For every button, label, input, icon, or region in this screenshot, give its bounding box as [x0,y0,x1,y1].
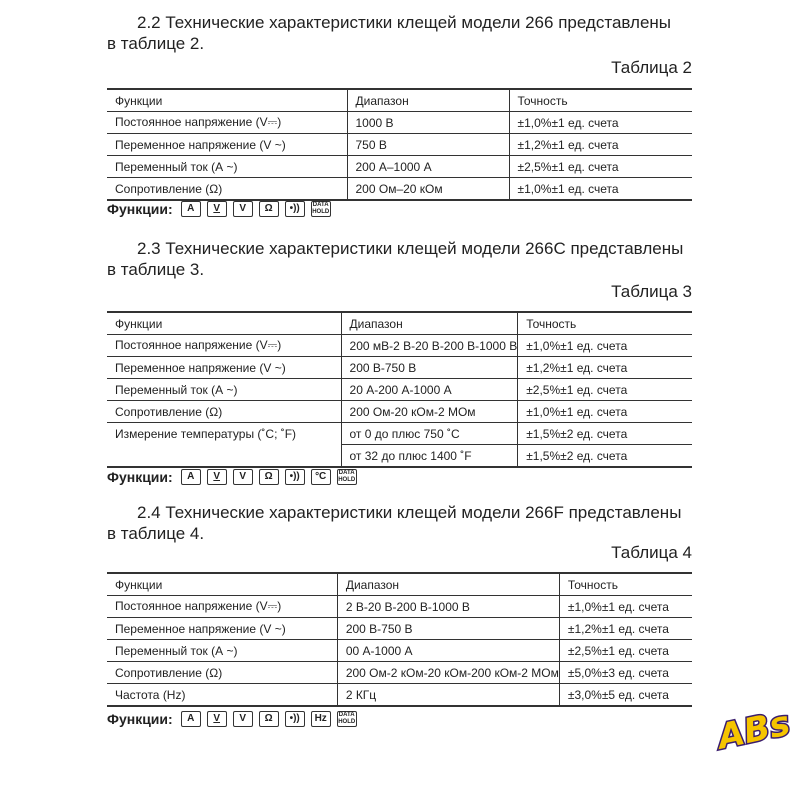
column-header: Функции [107,89,347,112]
table-cell: 2 КГц [337,684,559,707]
table-cell: 200 Ом-20 кОм-2 МОм [341,401,518,423]
table-cell: ±5,0%±3 ед. счета [559,662,692,684]
table-cell: Сопротивление (Ω) [107,401,341,423]
table-cell: Переменное напряжение (V ~) [107,134,347,156]
table-cell: ±1,2%±1 ед. счета [559,618,692,640]
column-header: Диапазон [341,312,518,335]
data-hold-icon: DATA HOLD [338,712,356,725]
table-cell: ±3,0%±5 ед. счета [559,684,692,707]
table-cell: ±1,2%±1 ед. счета [509,134,692,156]
table-cell: Сопротивление (Ω) [107,662,337,684]
table-cell: 200 Ом-2 кОм-20 кОм-200 кОм-2 МОм [337,662,559,684]
table-3 [107,311,692,468]
table-2 [107,88,692,201]
table-4-caption: Таблица 4 [611,543,692,562]
table-cell: Переменное напряжение (V ~) [107,357,341,379]
table-cell: 2 В-20 В-200 В-1000 В [337,596,559,618]
table-row [107,596,692,618]
table-cell: 200 мВ-2 В-20 В-200 В-1000 В [341,335,518,357]
table-cell: 200 В-750 В [337,618,559,640]
table-row [107,662,692,684]
table-row [107,401,692,423]
table-cell: Частота (Hz) [107,684,337,707]
data-hold-icon: DATA HOLD [312,202,330,215]
table-row [107,357,692,379]
table-cell: Постоянное напряжение (V⎓) [107,596,337,618]
table-header-row [107,89,692,112]
table-cell: ±1,0%±1 ед. счета [518,401,692,423]
ammeter-ac-icon: A [181,469,201,485]
functions-row-2 [107,201,331,217]
column-header: Точность [559,573,692,596]
table-cell: ±1,0%±1 ед. счета [509,112,692,134]
voltmeter-dc-icon: V [207,711,227,727]
section-2-3-heading: 2.3 Технические характеристики клещей модели 266С представлены в таблице 3. [107,239,684,279]
table-cell: от 0 до плюс 750 ˚С [341,423,518,445]
table-cell: 1000 В [347,112,509,134]
table-row [107,178,692,201]
table-cell: Постоянное напряжение (V⎓) [107,335,341,357]
table-row [107,335,692,357]
table-3-caption: Таблица 3 [611,282,692,301]
table-row [107,134,692,156]
table-cell: 200 А–1000 А [347,156,509,178]
ammeter-ac-icon: A [181,201,201,217]
table-cell: Переменный ток (А ~) [107,379,341,401]
table-row [107,156,692,178]
table-cell: 20 А-200 А-1000 А [341,379,518,401]
voltmeter-ac-icon: V [233,201,253,217]
table-cell: Измерение температуры (˚С; ˚F) [107,423,341,468]
voltmeter-dc-icon: V [207,201,227,217]
table-cell: ±1,0%±1 ед. счета [509,178,692,201]
table-cell: 750 В [347,134,509,156]
column-header: Функции [107,312,341,335]
ohm-icon: Ω [259,711,279,727]
ohm-icon: Ω [259,469,279,485]
continuity-beep-icon: •)) [285,201,305,217]
ammeter-ac-icon: A [181,711,201,727]
data-hold-icon: DATA HOLD [338,470,356,483]
table-cell: 200 В-750 В [341,357,518,379]
table-cell: ±1,5%±2 ед. счета [518,445,692,468]
functions-row-4 [107,711,357,727]
continuity-beep-icon: •)) [285,469,305,485]
table-row [107,423,692,445]
table-row [107,379,692,401]
table-2-caption: Таблица 2 [611,58,692,77]
table-cell: ±2,5%±1 ед. счета [509,156,692,178]
section-2-2-heading: 2.2 Технические характеристики клещей модели 266 представлены в таблице 2. [107,13,672,53]
table-cell: ±1,5%±2 ед. счета [518,423,692,445]
table-4 [107,572,692,707]
table-header-row [107,573,692,596]
voltmeter-ac-icon: V [233,469,253,485]
table-cell: Переменное напряжение (V ~) [107,618,337,640]
functions-label: Функции: [107,711,173,727]
column-header: Точность [509,89,692,112]
section-2-4-heading: 2.4 Технические характеристики клещей модели 266F представлены в таблице 4. [107,503,682,543]
voltmeter-dc-icon: V [207,469,227,485]
logo-text: ABs [714,703,794,758]
column-header: Функции [107,573,337,596]
table-cell: ±1,2%±1 ед. счета [518,357,692,379]
table-cell: Постоянное напряжение (V⎓) [107,112,347,134]
table-cell: ±2,5%±1 ед. счета [559,640,692,662]
column-header: Диапазон [337,573,559,596]
table-row [107,640,692,662]
table-cell: 200 Ом–20 кОм [347,178,509,201]
abs-logo [711,693,794,763]
table-row [107,684,692,707]
voltmeter-ac-icon: V [233,711,253,727]
table-cell: 00 А-1000 А [337,640,559,662]
table-header-row [107,312,692,335]
column-header: Диапазон [347,89,509,112]
table-cell: от 32 до плюс 1400 ˚F [341,445,518,468]
continuity-beep-icon: •)) [285,711,305,727]
table-row [107,112,692,134]
functions-label: Функции: [107,201,173,217]
ohm-icon: Ω [259,201,279,217]
table-cell: ±1,0%±1 ед. счета [559,596,692,618]
frequency-icon: Hz [311,711,331,727]
table-cell: ±2,5%±1 ед. счета [518,379,692,401]
column-header: Точность [518,312,692,335]
functions-row-3 [107,469,357,485]
table-row [107,618,692,640]
table-cell: ±1,0%±1 ед. счета [518,335,692,357]
table-cell: Переменный ток (А ~) [107,640,337,662]
functions-label: Функции: [107,469,173,485]
table-cell: Сопротивление (Ω) [107,178,347,201]
temperature-icon: °C [311,469,331,485]
table-cell: Переменный ток (А ~) [107,156,347,178]
